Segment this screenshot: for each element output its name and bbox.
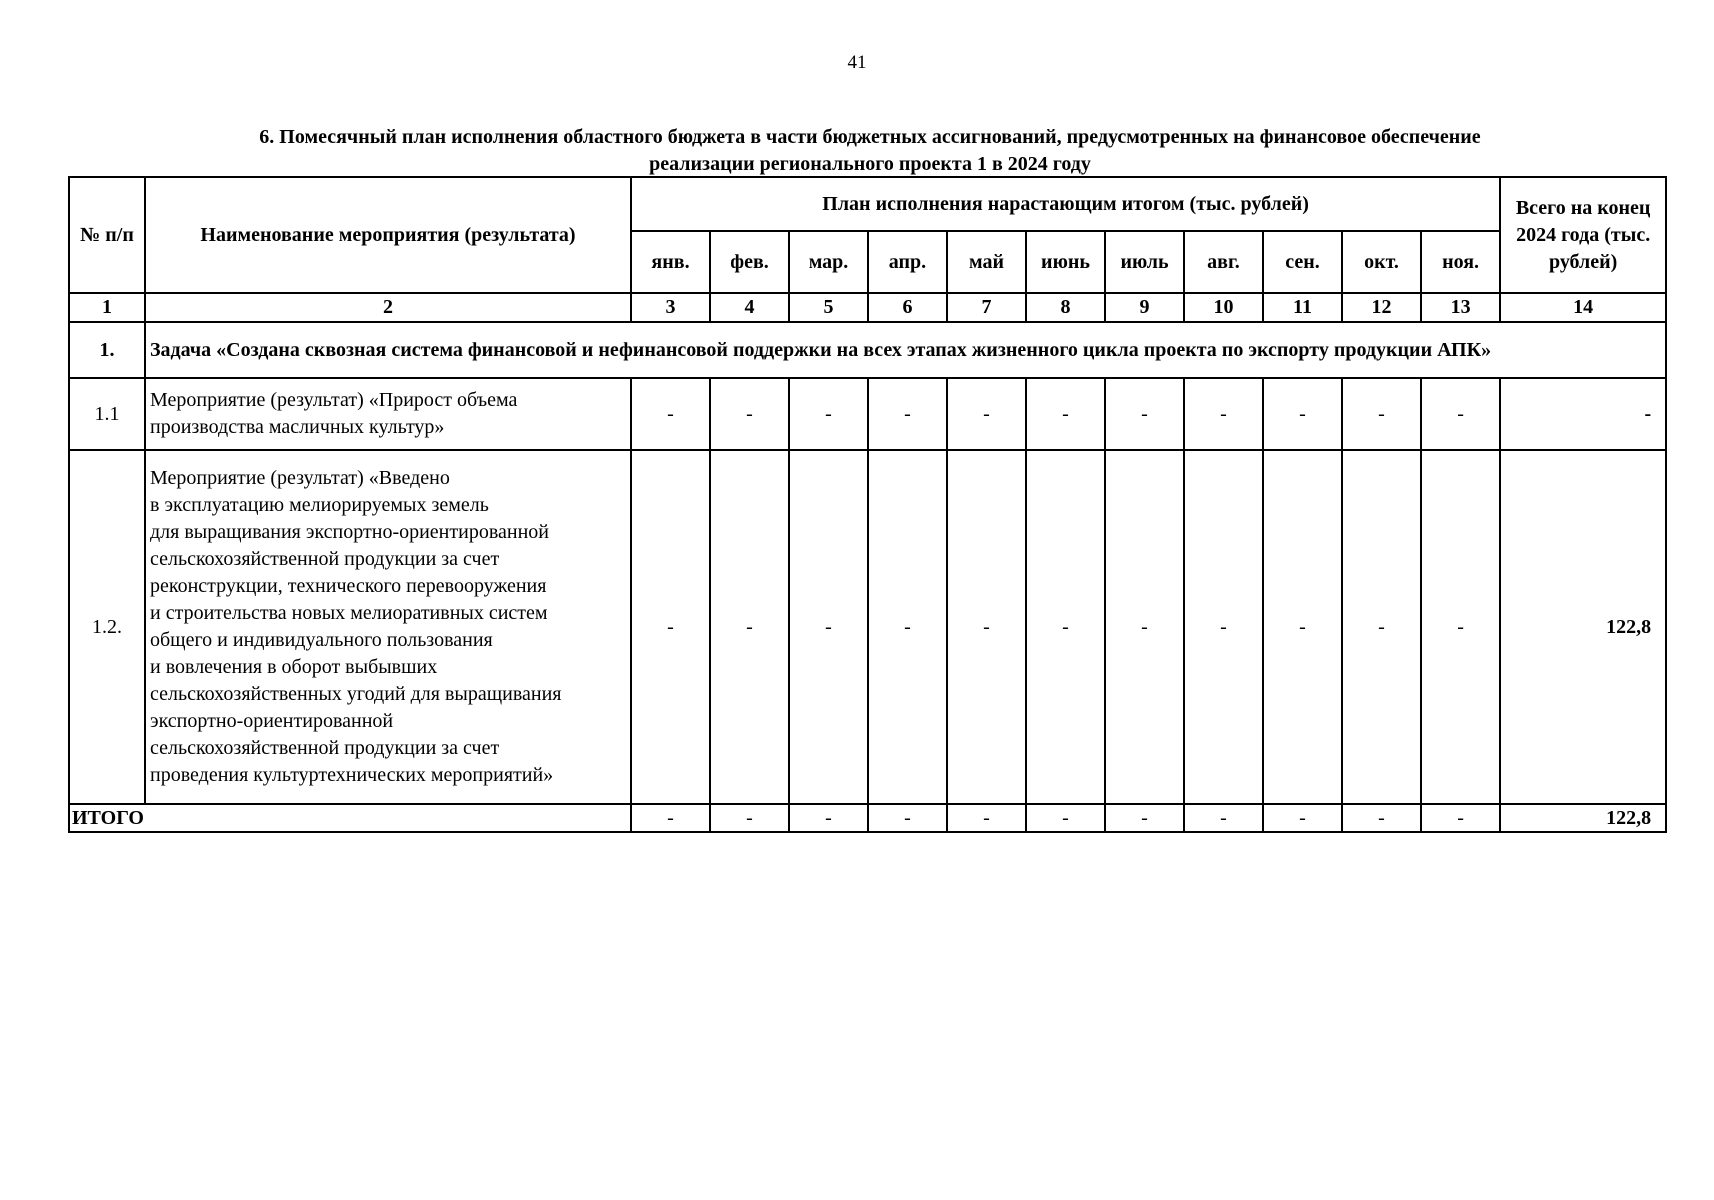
total-month-value: - <box>789 804 868 832</box>
month-value: - <box>1184 378 1263 450</box>
table-row <box>69 378 1666 450</box>
column-number: 13 <box>1421 293 1500 322</box>
column-number: 12 <box>1342 293 1421 322</box>
row-total: 122,8 <box>1500 450 1666 804</box>
month-value: - <box>1105 450 1184 804</box>
month-value: - <box>1421 378 1500 450</box>
month-value: - <box>1263 450 1342 804</box>
month-value: - <box>1421 450 1500 804</box>
month-value: - <box>947 450 1026 804</box>
month-value: - <box>710 378 789 450</box>
total-month-value: - <box>631 804 710 832</box>
row-name-line: производства масличных культур» <box>150 416 445 438</box>
column-number: 2 <box>145 293 631 322</box>
header-total: Всего на конец 2024 года (тыс. рублей) <box>1500 177 1666 293</box>
month-value: - <box>789 450 868 804</box>
column-number: 10 <box>1184 293 1263 322</box>
total-row <box>69 804 1666 832</box>
column-number: 4 <box>710 293 789 322</box>
task-row <box>69 322 1666 378</box>
total-month-value: - <box>868 804 947 832</box>
total-month-value: - <box>1263 804 1342 832</box>
header-month: апр. <box>868 231 947 293</box>
row-num: 1.1 <box>69 378 145 450</box>
total-month-value: - <box>947 804 1026 832</box>
grand-total: 122,8 <box>1500 804 1666 832</box>
month-value: - <box>1026 378 1105 450</box>
header-month: авг. <box>1184 231 1263 293</box>
month-value: - <box>631 450 710 804</box>
task-text: Задача «Создана сквозная система финансовой и нефинансовой поддержки на всех этапах жизненного цикла проекта по экспорту продукции АПК» <box>145 322 1666 378</box>
month-value: - <box>789 378 868 450</box>
row-name-line: сельскохозяйственной продукции за счет <box>150 548 500 570</box>
header-month: окт. <box>1342 231 1421 293</box>
month-value: - <box>1184 450 1263 804</box>
row-name-line: и вовлечения в оборот выбывших <box>150 656 438 678</box>
header-plan-group: План исполнения нарастающим итогом (тыс. рублей) <box>631 177 1500 231</box>
header-month: мар. <box>789 231 868 293</box>
total-month-value: - <box>1421 804 1500 832</box>
row-name-line: и строительства новых мелиоративных систем <box>150 602 548 624</box>
header-month: июнь <box>1026 231 1105 293</box>
row-num: 1.2. <box>69 450 145 804</box>
total-label: ИТОГО <box>69 804 631 832</box>
month-value: - <box>1342 450 1421 804</box>
row-name-line: экспортно-ориентированной <box>150 710 394 732</box>
document-title <box>120 124 1620 178</box>
row-name <box>145 450 631 804</box>
row-name-line: Мероприятие (результат) «Прирост объема <box>150 389 518 411</box>
title-line-1: 6. Помесячный план исполнения областного бюджета в части бюджетных ассигнований, предусмотренных на финансовое обеспечение <box>259 126 1481 148</box>
row-name-line: реконструкции, технического перевооружения <box>150 575 547 597</box>
header-month: май <box>947 231 1026 293</box>
column-number-row <box>69 293 1666 322</box>
column-number: 9 <box>1105 293 1184 322</box>
month-value: - <box>947 378 1026 450</box>
row-name-line: Мероприятие (результат) «Введено <box>150 467 450 489</box>
header-month: июль <box>1105 231 1184 293</box>
table-row <box>69 450 1666 804</box>
column-number: 11 <box>1263 293 1342 322</box>
budget-plan-table <box>68 176 1667 833</box>
month-value: - <box>1263 378 1342 450</box>
page-number: 41 <box>847 52 867 73</box>
row-total: - <box>1500 378 1666 450</box>
total-month-value: - <box>1026 804 1105 832</box>
month-value: - <box>1342 378 1421 450</box>
row-name-line: проведения культуртехнических мероприятий» <box>150 764 554 786</box>
header-month: фев. <box>710 231 789 293</box>
row-name-line: в эксплуатацию мелиорируемых земель <box>150 494 489 516</box>
task-num: 1. <box>69 322 145 378</box>
row-name-line: сельскохозяйственных угодий для выращивания <box>150 683 562 705</box>
month-value: - <box>710 450 789 804</box>
title-line-2: реализации регионального проекта 1 в 2024 году <box>649 153 1091 175</box>
column-number: 8 <box>1026 293 1105 322</box>
row-name <box>145 378 631 450</box>
total-month-value: - <box>1105 804 1184 832</box>
row-name-line: сельскохозяйственной продукции за счет <box>150 737 500 759</box>
month-value: - <box>1105 378 1184 450</box>
header-month: ноя. <box>1421 231 1500 293</box>
column-number: 1 <box>69 293 145 322</box>
column-number: 14 <box>1500 293 1666 322</box>
total-month-value: - <box>1342 804 1421 832</box>
header-name: Наименование мероприятия (результата) <box>145 177 631 293</box>
total-month-value: - <box>710 804 789 832</box>
row-name-line: для выращивания экспортно-ориентированной <box>150 521 549 543</box>
header-row-1 <box>69 177 1666 231</box>
column-number: 5 <box>789 293 868 322</box>
column-number: 3 <box>631 293 710 322</box>
column-number: 7 <box>947 293 1026 322</box>
column-number: 6 <box>868 293 947 322</box>
header-month: янв. <box>631 231 710 293</box>
header-num: № п/п <box>69 177 145 293</box>
header-month: сен. <box>1263 231 1342 293</box>
total-month-value: - <box>1184 804 1263 832</box>
month-value: - <box>631 378 710 450</box>
row-name-line: общего и индивидуального пользования <box>150 629 493 651</box>
month-value: - <box>868 450 947 804</box>
month-value: - <box>1026 450 1105 804</box>
month-value: - <box>868 378 947 450</box>
